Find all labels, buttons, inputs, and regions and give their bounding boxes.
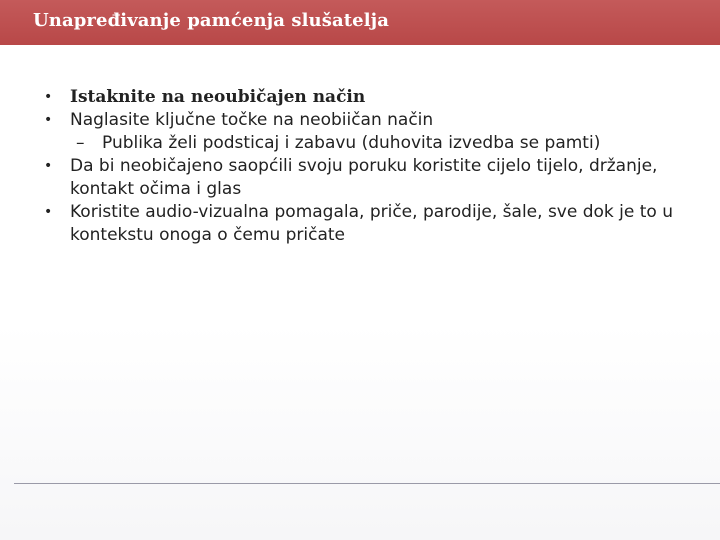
sub-bullet-item xyxy=(44,132,704,155)
bullet-list xyxy=(44,86,704,247)
bullet-item xyxy=(44,109,704,132)
bullet-marker: • xyxy=(44,89,53,105)
title-bar xyxy=(0,0,720,45)
sub-bullet-text: Publika želi podsticaj i zabavu (duhovita izvedba se pamti) xyxy=(102,133,601,153)
bullet-text: Da bi neobičajeno saopćili svoju poruku koristite cijelo tijelo, držanje, kontakt očima i glas xyxy=(70,156,658,199)
slide-title: Unapređivanje pamćenja slušatelja xyxy=(33,10,390,31)
sub-bullet-marker: – xyxy=(76,133,85,153)
bullet-text: Istaknite na neoubičajen način xyxy=(70,87,366,107)
bullet-marker: • xyxy=(44,112,53,128)
bullet-item xyxy=(44,86,704,109)
bullet-text: Koristite audio-vizualna pomagala, priče, parodije, šale, sve dok je to u kontekstu onoga o čemu pričate xyxy=(70,202,673,245)
bullet-item xyxy=(44,201,704,247)
bullet-marker: • xyxy=(44,158,53,174)
bullet-marker: • xyxy=(44,204,53,220)
bullet-text: Naglasite ključne točke na neobiičan način xyxy=(70,110,434,130)
footer-divider xyxy=(14,483,720,484)
bullet-item xyxy=(44,155,704,201)
